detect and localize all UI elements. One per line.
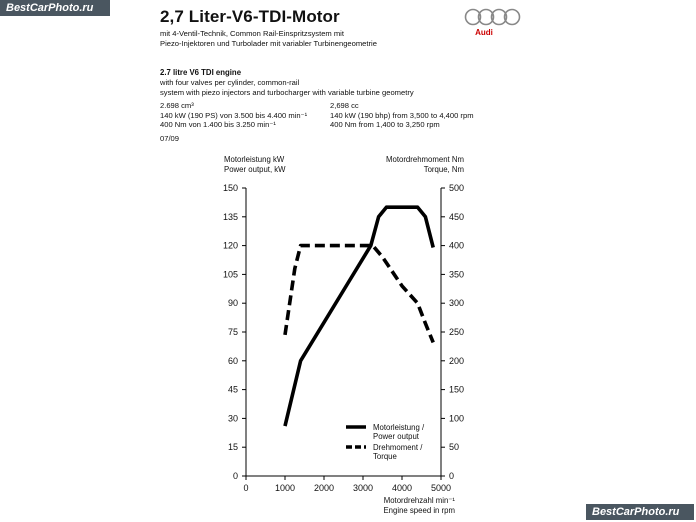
title-en: 2.7 litre V6 TDI engine [160, 68, 242, 77]
spec-line: 140 kW (190 bhp) from 3,500 to 4,400 rpm [330, 110, 474, 120]
y-right-tick-label: 0 [449, 471, 455, 481]
legend-torque-label: Drehmoment / [373, 443, 423, 452]
page-title: 2,7 Liter-V6-TDI-Motor [160, 7, 340, 26]
y-left-axis-label: Power output, kW [224, 165, 286, 174]
legend-power-label: Power output [373, 432, 419, 441]
y-right-axis-label: Torque, Nm [423, 165, 464, 174]
spec-line: 400 Nm von 1.400 bis 3.250 min⁻¹ [160, 120, 276, 130]
subtitle-de-line: Piezo-Injektoren und Turbolader mit variabler Turbinengeometrie [160, 38, 377, 48]
subtitle-en-line: system with piezo injectors and turbocharger with variable turbine geometry [160, 87, 414, 97]
y-right-tick-label: 350 [449, 269, 465, 280]
x-tick-label: 5000 [430, 483, 452, 493]
y-left-tick-label: 75 [227, 327, 238, 337]
y-left-tick-label: 120 [222, 240, 238, 251]
y-left-tick-label: 45 [227, 384, 238, 395]
x-tick-label: 4000 [391, 483, 413, 493]
y-right-tick-label: 150 [449, 384, 465, 395]
watermark-top: BestCarPhoto.ru [0, 0, 110, 16]
y-left-tick-label: 0 [232, 471, 238, 481]
y-right-tick-label: 100 [449, 413, 465, 424]
audi-wordmark: Audi [475, 28, 493, 37]
spec-line: 140 kW (190 PS) von 3.500 bis 4.400 min⁻¹ [160, 110, 308, 120]
power-output-line [285, 207, 433, 426]
x-tick-label: 0 [243, 483, 249, 493]
y-left-tick-label: 90 [227, 298, 238, 309]
y-right-tick-label: 400 [449, 240, 465, 251]
subtitle-en-line: with four valves per cylinder, common-rail [160, 78, 300, 87]
torque-line [285, 246, 433, 343]
y-right-tick-label: 200 [449, 355, 465, 366]
y-left-tick-label: 150 [222, 183, 238, 193]
y-right-axis-label: Motordrehmoment Nm [386, 155, 464, 164]
date-code: 07/09 [160, 134, 180, 143]
watermark-bottom: BestCarPhoto.ru [586, 504, 694, 520]
y-right-tick-label: 500 [449, 183, 465, 193]
x-axis-label: Engine speed in rpm [383, 506, 455, 515]
legend-power-label: Motorleistung / [373, 423, 425, 432]
y-left-tick-label: 105 [222, 269, 238, 280]
x-tick-label: 3000 [352, 483, 374, 493]
y-right-tick-label: 250 [449, 327, 465, 337]
x-tick-label: 1000 [274, 483, 296, 493]
y-right-tick-label: 450 [449, 211, 465, 222]
y-left-tick-label: 15 [227, 442, 238, 453]
y-left-tick-label: 60 [227, 355, 238, 366]
y-left-axis-label: Motorleistung kW [224, 155, 285, 164]
spec-line: 400 Nm from 1,400 to 3,250 rpm [330, 120, 440, 130]
subtitle-de-line: mit 4-Ventil-Technik, Common Rail-Einspritzsystem mit [160, 29, 344, 38]
y-right-tick-label: 50 [449, 442, 460, 453]
y-right-tick-label: 300 [449, 298, 465, 309]
y-left-tick-label: 30 [227, 413, 238, 424]
x-axis-label: Motordrehzahl min⁻¹ [383, 496, 455, 505]
x-tick-label: 2000 [313, 483, 335, 493]
spec-line: 2,698 cc [330, 101, 359, 110]
y-left-tick-label: 135 [222, 211, 238, 222]
spec-line: 2.698 cm³ [160, 101, 194, 110]
legend-torque-label: Torque [373, 452, 397, 461]
